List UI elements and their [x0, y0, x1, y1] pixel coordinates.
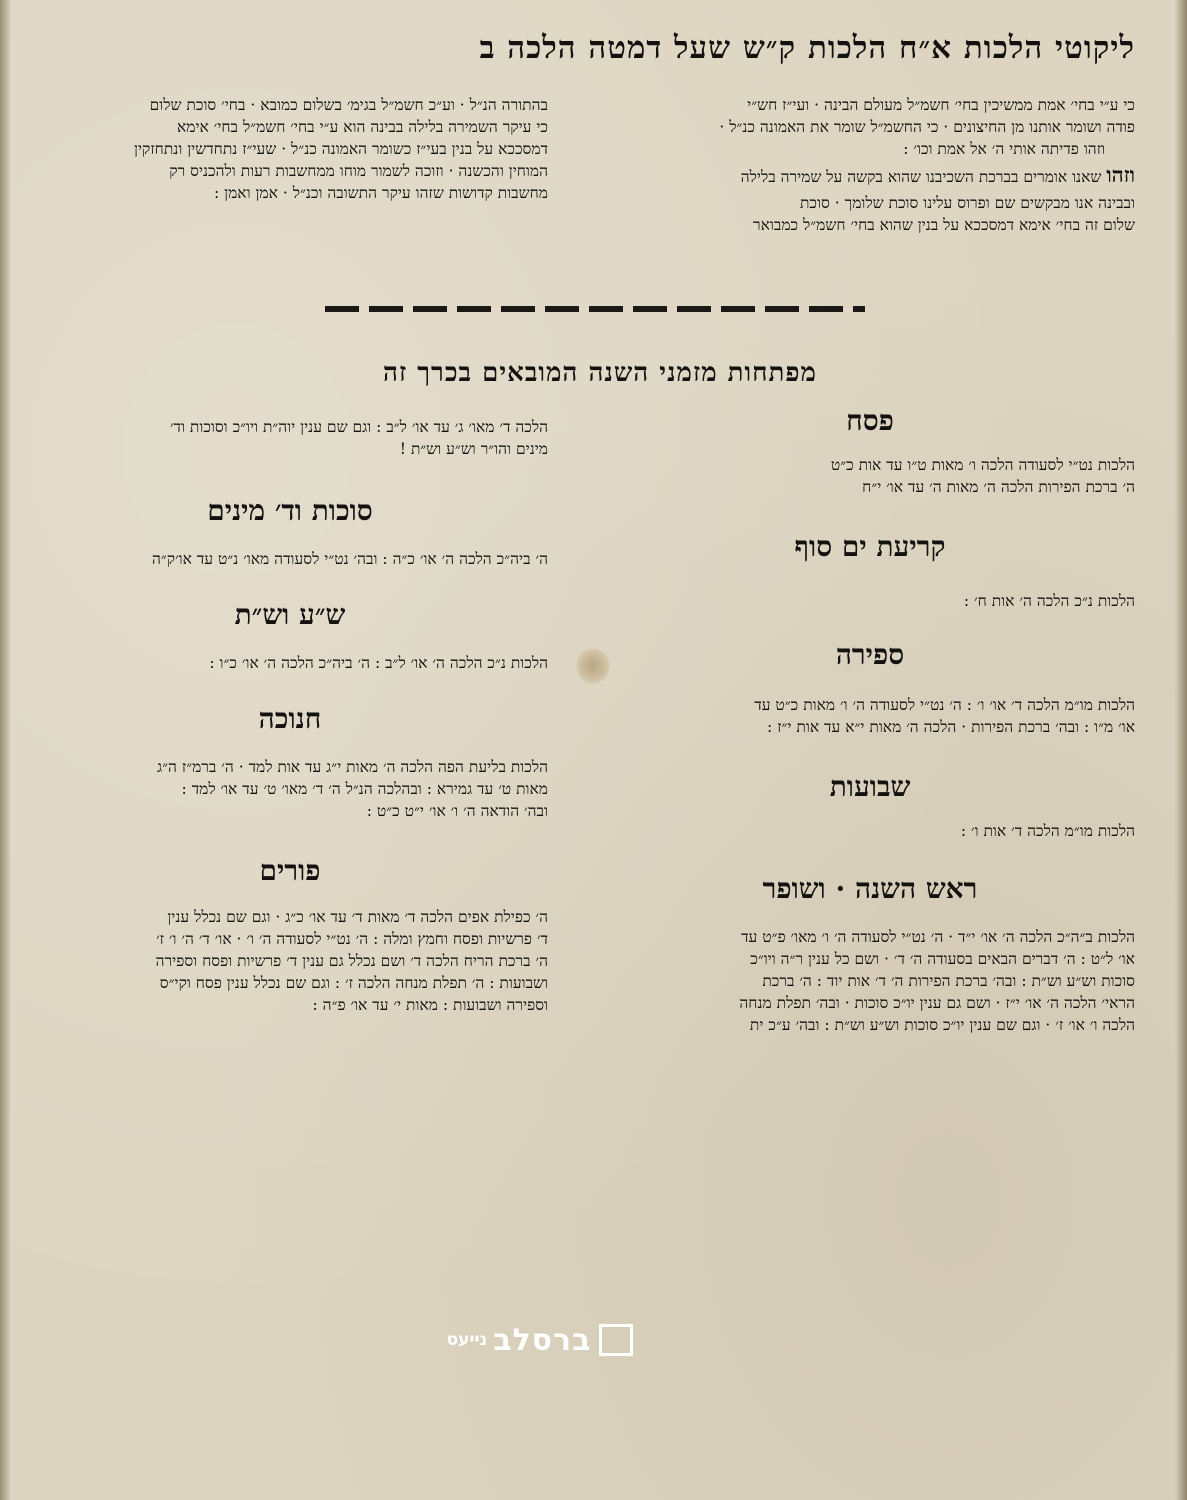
top-right-text-block — [565, 94, 1135, 236]
text-line: הלכות ב״ה״כ הלכה ה׳ או׳ י״ד · ה׳ נט״י לסעודה ה׳ ו׳ מאו׳ פ״ט עד — [741, 928, 1135, 946]
top-left-text-block — [28, 94, 548, 204]
text-line: וספירה ושבועות : מאות י׳ עד או׳ פ״ה : — [312, 996, 548, 1014]
watermark-sub-text: נייעס — [446, 1330, 488, 1350]
entry-purim — [28, 906, 548, 1016]
text-line: או׳ מ״ו : ובה׳ ברכת הפירות · הלכה ה׳ מאות י״א עד אות י״ז : — [767, 718, 1135, 736]
text-line: ובבינה אנו מבקשים שם ופרוס עלינו סוכת שלומך · סוכת — [799, 194, 1135, 212]
watermark-frame-icon — [599, 1324, 633, 1356]
text-line: כי עיקר השמירה בלילה בבינה הוא ע״י בחי׳ חשמ״ל בחי׳ אימא — [176, 118, 548, 136]
heading-chanukah: חנוכה — [258, 702, 322, 735]
entry-rosh-hashana — [578, 926, 1135, 1036]
text-line: הלכה ו׳ או׳ ז׳ · וגם שם ענין יו״כ סוכות וש״ע וש״ת : ובה׳ ע״כ ית — [749, 1016, 1135, 1034]
text-line: הלכות בליעת הפה הלכה ה׳ מאות י״ג עד אות למד · ה׳ ברמ״ז ה״ג — [157, 758, 548, 776]
text-line: ושבועות : ה׳ תפלת מנחה הלכה ז׳ : וגם שם נכלל ענין פסח וקי״ס — [159, 974, 548, 992]
text-line: בהתורה הנ״ל · וע״כ חשמ״ל בגימ׳ בשלום כמובא · בחי׳ סוכת שלום — [149, 96, 548, 114]
text-line: שלום זה בחי׳ אימא דמסככא על בנין שהוא בחי׳ חשמ״ל כמבואר — [752, 216, 1135, 234]
heading-purim: פורים — [259, 854, 321, 887]
text-line: דמסככא על בנין בעי״ז כשומר האמונה כנ״ל · שעי״ז נתחדשין ונתחזקין — [134, 140, 548, 158]
lead-text: שאנו אומרים בברכת השכיבנו שהוא בקשה על שמירה בלילה — [740, 168, 1102, 186]
heading-kriat-yam-suf: קריעת ים סוף — [794, 530, 946, 563]
page-edge-left — [0, 0, 10, 1500]
text-line: מאות ט׳ עד גמירא : ובהלכה הנ״ל ה׳ ד׳ מאו׳ ט׳ עד או׳ למד : — [181, 780, 548, 798]
text-line: ה׳ כפילת אפים הלכה ד׳ מאות ד׳ עד או׳ כ״ג · וגם שם נכלל ענין — [167, 908, 548, 926]
entry-pesach — [590, 454, 1135, 498]
text-line: הלכות מו״מ הלכה ד׳ אות ו׳ : — [960, 822, 1135, 840]
section-divider — [325, 306, 865, 312]
heading-sefirah: ספירה — [835, 638, 905, 671]
entry-continuation — [28, 416, 548, 460]
entry-shavuot — [590, 820, 1135, 842]
watermark-logo — [415, 1318, 665, 1362]
text-line: ד׳ פרשיות ופסח וחמץ ומלה : ה׳ נט״י לסעודה ה׳ ו׳ · או׳ ד׳ ה׳ ו׳ ז׳ — [156, 930, 548, 948]
text-line: הלכות נ״כ הלכה ה׳ או׳ ל״ב : ה׳ ביה״כ הלכה ה׳ או׳ כ״ו : — [209, 654, 548, 672]
text-line: פודה ושומר אותנו מן החיצונים · כי החשמ״ל שומר את האמונה כנ״ל · — [719, 118, 1135, 136]
entry-chanukah — [28, 756, 548, 822]
text-line: מינים והו״ר וש״ע וש״ת ! — [399, 440, 548, 458]
page-edge-right — [1175, 0, 1187, 1500]
text-line: סוכות וש״ע וש״ת : ובה׳ ברכת הפירות ה׳ ד׳ אות יוד : ה׳ ברכת — [762, 972, 1135, 990]
section-title: מפתחות מזמני השנה המובאים בכרך זה — [383, 358, 817, 388]
text-line: ה׳ ביה״כ הלכה ה׳ או׳ כ״ה : ובה׳ נט״י לסעודה מאו׳ נ״ט עד או׳ק״ה — [151, 550, 548, 568]
entry-sukkot — [28, 548, 548, 570]
heading-sukkot: סוכות וד׳ מינים — [207, 494, 373, 527]
text-line: וזהו פדיתה אותי ה׳ אל אמת וכו׳ : — [903, 140, 1105, 158]
heading-shemini-atzeret: ש״ע וש״ת — [234, 598, 346, 631]
text-line: ובה׳ הודאה ה׳ ו׳ או׳ י״ט כ״ט : — [366, 802, 548, 820]
text-line: המוחין והכשנה · וזוכה לשמור מוחו ממחשבות רעות ולהכניס רק — [169, 162, 548, 180]
paper-stain — [576, 648, 610, 684]
text-line: כי ע״י בחי׳ אמת ממשיכין בחי׳ חשמ״ל מעולם הבינה · ועי״ז חש״י — [747, 96, 1135, 114]
text-line: הראי׳ הלכה ה׳ או׳ י״ז · ושם גם ענין יו״כ סוכות · ובה׳ תפלת מנחה — [739, 994, 1135, 1012]
text-line: או׳ ל״ט : ה׳ דברים הבאים בסעודה ה׳ ד׳ · ושם כל ענין ר״ה ויו״כ — [750, 950, 1135, 968]
text-line: ה׳ ברכת הריח הלכה ד׳ ושם נכלל גם ענין ד׳ פרשיות ופסח וספירה — [155, 952, 548, 970]
entry-kriat-yam-suf — [590, 590, 1135, 612]
text-line: הלכה ד׳ מאו׳ ג׳ עד או׳ ל״ב : וגם שם ענין יוה״ת ויו״כ וסוכות וד׳ — [169, 418, 548, 436]
entry-shemini-atzeret — [28, 652, 548, 674]
text-line: ה׳ ברכת הפירות הלכה ה׳ מאות ה׳ עד או׳ י״ח — [862, 478, 1135, 496]
text-line: מחשבות קדושות שזהו עיקר התשובה וכנ״ל · אמן ואמן : — [213, 184, 548, 202]
text-line: הלכות נ״כ הלכה ה׳ אות ח׳ : — [963, 592, 1135, 610]
heading-rosh-hashana: ראש השנה · ושופר — [762, 872, 978, 905]
text-line: הלכות נט״י לסעודה הלכה ו׳ מאות ט״ו עד אות כ״ט — [830, 456, 1135, 474]
entry-sefirah — [590, 694, 1135, 738]
heading-pesach: פסח — [846, 404, 894, 437]
lead-paragraph — [565, 160, 1135, 192]
lead-word: וזהו — [1106, 162, 1135, 187]
text-line: הלכות מו״מ הלכה ד׳ או׳ ו׳ : ה׳ נט״י לסעודה ה׳ ו׳ מאות כ״ט עד — [754, 696, 1135, 714]
heading-shavuot: שבועות — [829, 770, 911, 803]
page-header: ליקוטי הלכות א״ח הלכות ק״ש שעל דמטה הלכה ב — [479, 30, 1135, 66]
watermark-main-text: ברסלב — [493, 1322, 592, 1358]
